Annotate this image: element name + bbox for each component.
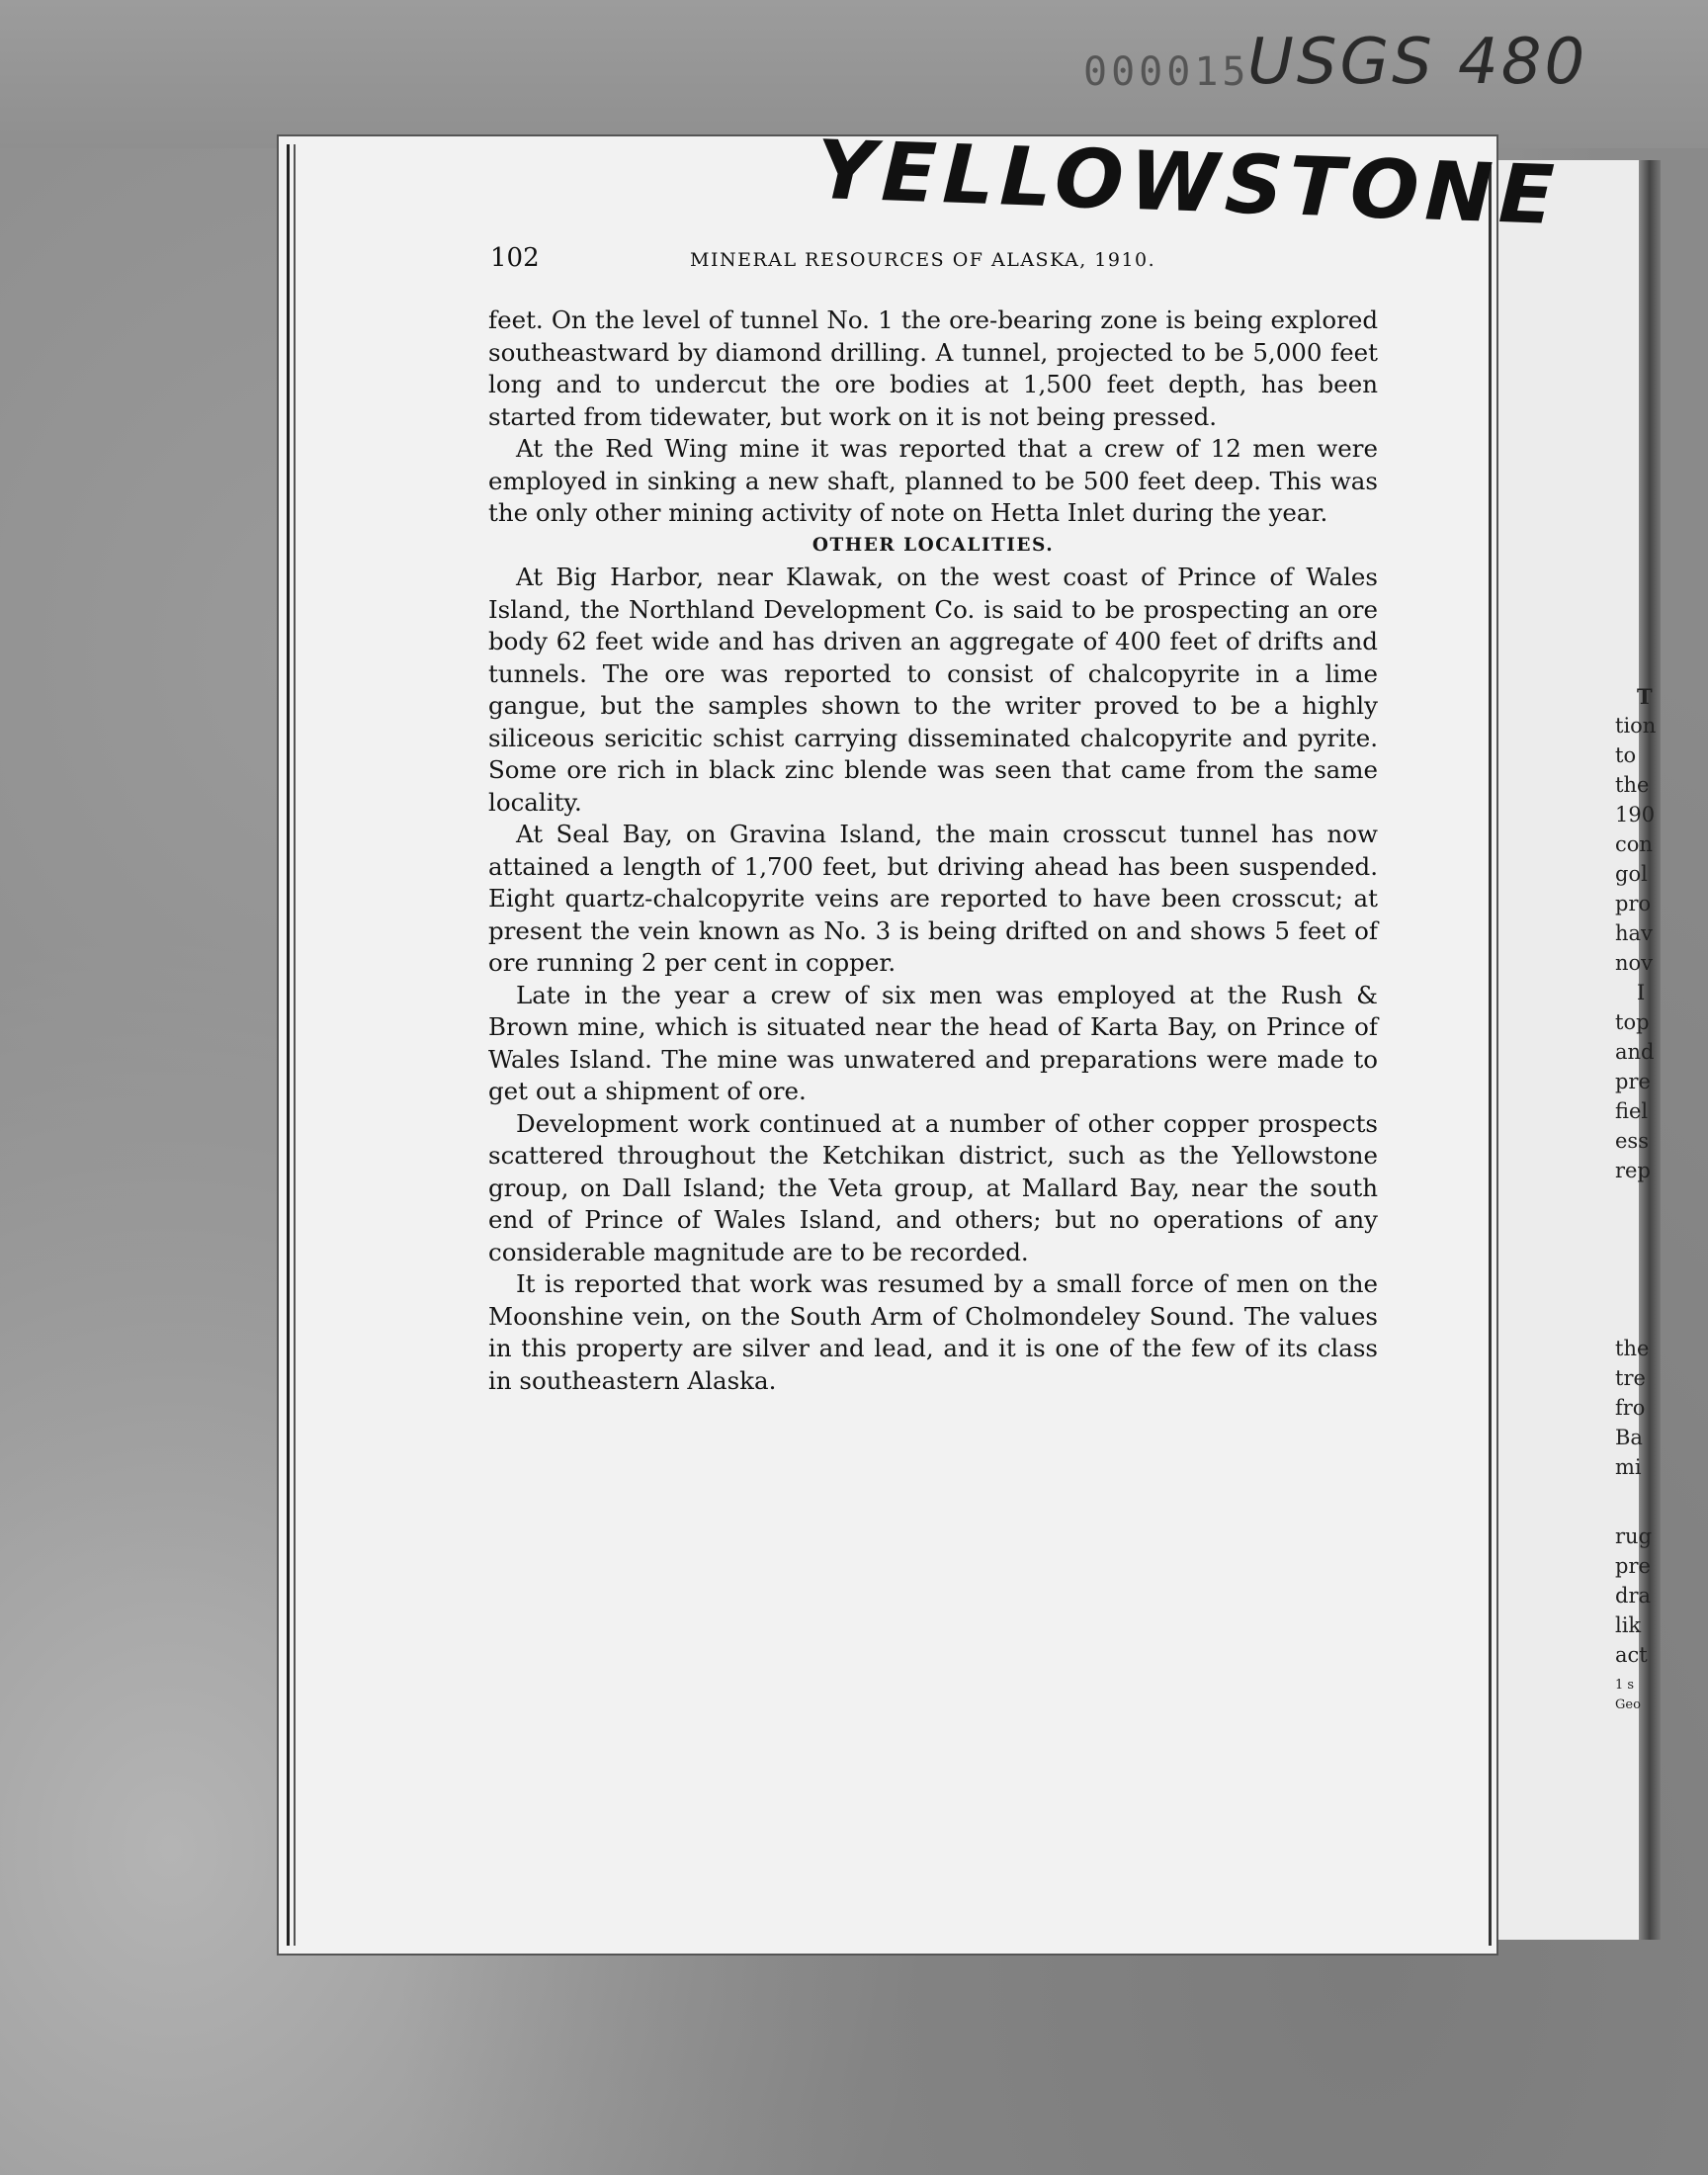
adjacent-fragment: dra — [1615, 1584, 1652, 1608]
adjacent-fragment: tion — [1615, 714, 1657, 738]
adjacent-fragment: tre — [1615, 1366, 1646, 1390]
page-header — [490, 243, 1273, 279]
adjacent-fragment: nov — [1615, 951, 1654, 975]
adjacent-fragment: rug — [1615, 1524, 1653, 1548]
adjacent-fragment: Geo — [1615, 1697, 1641, 1712]
adjacent-fragment: lik — [1615, 1613, 1642, 1637]
running-head: MINERAL RESOURCES OF ALASKA, 1910. — [690, 249, 1156, 271]
adjacent-fragment: 190 — [1615, 803, 1656, 826]
adjacent-fragment: mi — [1615, 1455, 1642, 1479]
adjacent-fragment: to — [1615, 743, 1637, 767]
handwritten-code: USGS 480 — [1247, 26, 1588, 99]
adjacent-fragment: and — [1615, 1040, 1655, 1064]
adjacent-fragment: 1 s — [1615, 1678, 1635, 1693]
adjacent-fragment: Ba — [1615, 1426, 1643, 1449]
adjacent-fragment: hav — [1615, 921, 1653, 945]
gutter-line — [287, 144, 290, 1946]
paragraph: Late in the year a crew of six men was employed at the Rush & Brown mine, which is situated near the head of Karta Bay, on Prince of Wales Island. The mine was unwatered and preparations were made to get out a shipment of ore. — [488, 980, 1378, 1105]
page-body — [488, 304, 1378, 1397]
paragraph: Development work continued at a number of other copper prospects scattered throughout the Ketchikan district, such as the Yellowstone group, on Dall Island; the Veta group, at Mallard Bay, near the south end of Prince of Wales Island, and others; but no operations of any considerable magnitude are to be recorded. — [488, 1108, 1378, 1266]
adjacent-fragment: pre — [1615, 1554, 1651, 1578]
adjacent-fragment: con — [1615, 832, 1653, 856]
adjacent-fragment: T — [1637, 684, 1653, 709]
section-heading: OTHER LOCALITIES. — [811, 534, 1055, 556]
adjacent-fragment: the — [1615, 1337, 1650, 1360]
paragraph: At the Red Wing mine it was reported that a crew of 12 men were employed in sinking a new shaft, planned to be 500 feet deep. This was the only other mining activity of note on Hetta Inlet during the year. — [488, 434, 1378, 527]
adjacent-fragment: rep — [1615, 1159, 1651, 1182]
adjacent-fragment: pre — [1615, 1070, 1651, 1093]
adjacent-fragment: I — [1637, 981, 1646, 1004]
adjacent-fragment: gol — [1615, 862, 1648, 886]
adjacent-fragment: pro — [1615, 892, 1652, 915]
adjacent-fragment: act — [1615, 1643, 1648, 1667]
adjacent-fragment: fro — [1615, 1396, 1646, 1420]
paragraph: feet. On the level of tunnel No. 1 the ore-bearing zone is being explored southeastward by diamond drilling. A tunnel, projected to be 5,000 feet long and to undercut the ore bodies at 1,500 feet depth, has been started from tidewater, but work on it is not being pressed. — [488, 305, 1378, 431]
stamp-number: 000015 — [1083, 49, 1250, 95]
adjacent-fragment: the — [1615, 773, 1650, 797]
paragraph: At Big Harbor, near Klawak, on the west coast of Prince of Wales Island, the Northland Development Co. is said to be prospecting an ore body 62 feet wide and has driven an aggregate of 400 feet of drifts and tunnels. The ore was reported to consist of chalcopyrite in a lime gangue, but the samples shown to the writer proved to be a highly siliceous sericitic schist carrying disseminated chalcopyrite and pyrite. Some ore rich in black zinc blende was seen that came from the same locality. — [488, 563, 1378, 817]
adjacent-fragment: fiel — [1615, 1099, 1649, 1123]
handwritten-title: YELLOWSTONE — [814, 123, 1562, 244]
page-number: 102 — [490, 243, 540, 273]
paragraph: It is reported that work was resumed by a small force of men on the Moonshine vein, on the South Arm of Cholmondeley Sound. The values in this property are silver and lead, and it is one of the few of its class in southeastern Alaska. — [488, 1269, 1378, 1395]
book-page — [279, 136, 1496, 1954]
paragraph: At Seal Bay, on Gravina Island, the main crosscut tunnel has now attained a length of 1,700 feet, but driving ahead has been suspended. Eight quartz-chalcopyrite veins are reported to have been crosscut; at present the vein known as No. 3 is being drifted on and shows 5 feet of ore running 2 per cent in copper. — [488, 820, 1378, 977]
gutter-line — [294, 144, 296, 1946]
adjacent-fragment: top — [1615, 1010, 1650, 1034]
page-edge — [1489, 166, 1492, 1946]
adjacent-fragment: ess — [1615, 1129, 1649, 1153]
